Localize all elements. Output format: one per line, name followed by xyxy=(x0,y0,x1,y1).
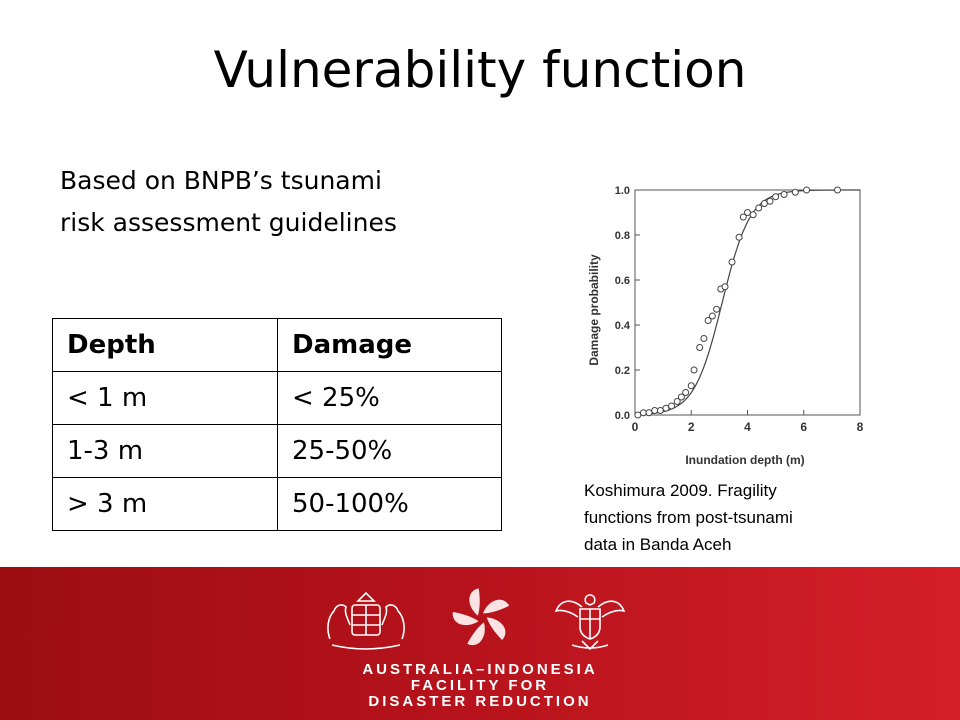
slide-title: Vulnerability function xyxy=(213,41,747,99)
data-point xyxy=(750,212,756,218)
data-point xyxy=(792,189,798,195)
data-point xyxy=(761,201,767,207)
data-point xyxy=(697,345,703,351)
chart-x-axis-label: Inundation depth (m) xyxy=(685,453,805,467)
x-tick-label: 0 xyxy=(631,420,639,434)
data-point xyxy=(767,198,773,204)
data-point xyxy=(701,336,707,342)
table-row xyxy=(53,425,502,478)
data-point xyxy=(646,410,652,416)
facility-name xyxy=(0,662,960,710)
header-damage: Damage xyxy=(278,319,502,372)
data-point xyxy=(781,192,787,198)
chart-caption xyxy=(584,477,884,558)
data-point xyxy=(835,187,841,193)
subtitle xyxy=(60,160,480,244)
facility-line-2: FACILITY FOR xyxy=(410,677,550,694)
data-point xyxy=(688,383,694,389)
facility-flower-logo-icon xyxy=(443,579,521,657)
caption-line-1: Koshimura 2009. Fragility xyxy=(584,481,777,500)
cell-depth: 1-3 m xyxy=(53,425,278,478)
data-point xyxy=(722,284,728,290)
depth-damage-table xyxy=(52,318,502,531)
data-point xyxy=(640,410,646,416)
table-row xyxy=(53,372,502,425)
subtitle-line-1: Based on BNPB’s tsunami xyxy=(60,166,382,195)
facility-line-1: AUSTRALIA–INDONESIA xyxy=(362,661,598,678)
x-tick-label: 8 xyxy=(856,420,864,434)
x-tick-label: 2 xyxy=(687,420,695,434)
header-depth: Depth xyxy=(53,319,278,372)
data-point xyxy=(773,194,779,200)
subtitle-line-2: risk assessment guidelines xyxy=(60,208,397,237)
cell-damage: 50-100% xyxy=(278,478,502,531)
cell-depth: < 1 m xyxy=(53,372,278,425)
y-tick-label: 0.2 xyxy=(614,365,630,377)
chart-curve-group xyxy=(635,190,860,415)
caption-line-2: functions from post-tsunami xyxy=(584,508,793,527)
data-point xyxy=(729,259,735,265)
data-point xyxy=(669,403,675,409)
data-point xyxy=(691,367,697,373)
cell-damage: 25-50% xyxy=(278,425,502,478)
data-point xyxy=(756,205,762,211)
fragility-chart xyxy=(580,175,880,470)
x-tick-label: 4 xyxy=(744,420,751,434)
y-tick-label: 0.0 xyxy=(614,410,630,422)
y-tick-label: 1.0 xyxy=(614,185,630,197)
australia-coat-of-arms-icon xyxy=(322,589,410,653)
chart-points-group xyxy=(635,187,841,418)
data-point xyxy=(714,306,720,312)
x-tick-label: 6 xyxy=(800,420,808,434)
fitted-curve-line xyxy=(635,190,860,415)
table-row xyxy=(53,478,502,531)
caption-line-3: data in Banda Aceh xyxy=(584,535,732,554)
data-point xyxy=(652,408,658,414)
data-point xyxy=(657,408,663,414)
chart-y-axis-label: Damage probability xyxy=(587,254,601,366)
data-point xyxy=(745,210,751,216)
footer-band xyxy=(0,567,960,720)
table-header-row xyxy=(53,319,502,372)
data-point xyxy=(804,187,810,193)
y-tick-label: 0.6 xyxy=(614,275,630,287)
cell-damage: < 25% xyxy=(278,372,502,425)
garuda-pancasila-icon xyxy=(552,587,628,653)
cell-depth: > 3 m xyxy=(53,478,278,531)
data-point xyxy=(683,390,689,396)
data-point xyxy=(736,234,742,240)
chart-axes xyxy=(615,185,864,434)
y-tick-label: 0.4 xyxy=(614,320,630,332)
facility-line-3: DISASTER REDUCTION xyxy=(368,693,592,710)
y-tick-label: 0.8 xyxy=(614,230,630,242)
chart-frame xyxy=(635,190,860,415)
data-point xyxy=(663,405,669,411)
data-point xyxy=(635,412,641,418)
data-point xyxy=(709,313,715,319)
